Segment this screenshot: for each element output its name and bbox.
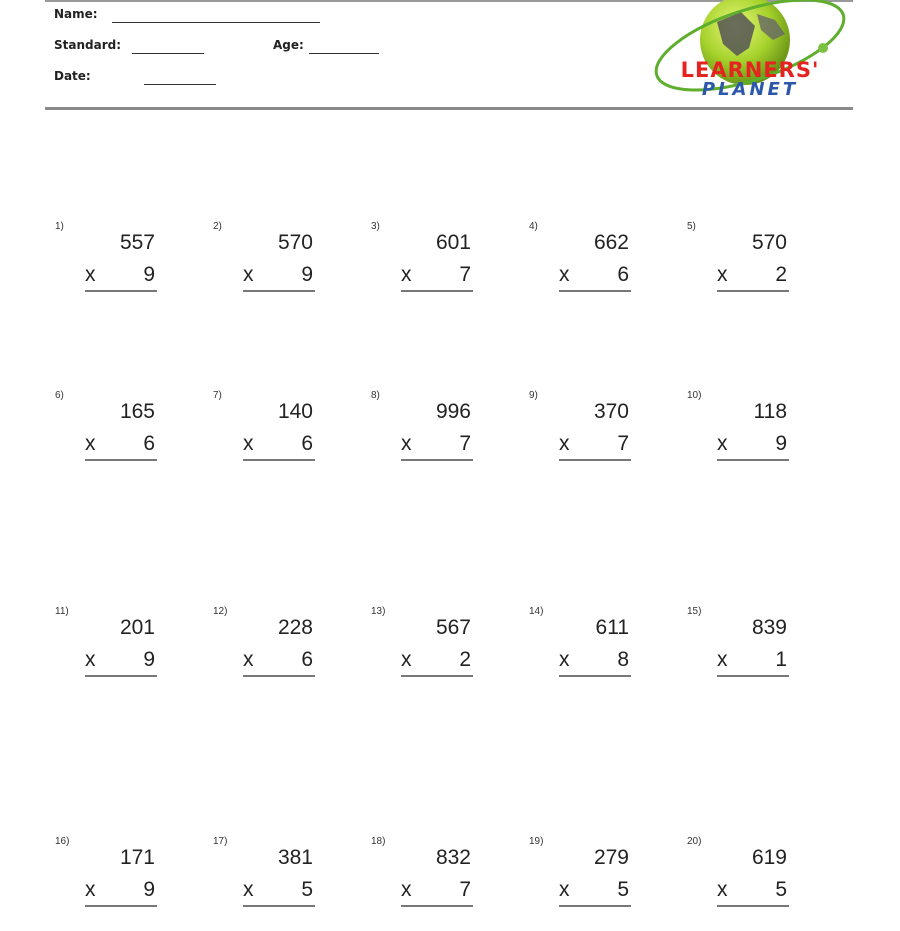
problem-number: 16) bbox=[55, 836, 70, 847]
multiplicand: 557 bbox=[119, 231, 155, 254]
multiplier: 1 bbox=[775, 648, 787, 671]
multiplicand: 601 bbox=[435, 231, 471, 254]
multiply-sign: x bbox=[85, 263, 96, 286]
name-field[interactable] bbox=[54, 7, 324, 27]
answer-line[interactable] bbox=[717, 675, 789, 677]
problem-number: 3) bbox=[371, 221, 380, 232]
problem-cell bbox=[213, 221, 343, 316]
multiply-sign: x bbox=[559, 432, 570, 455]
problem-cell bbox=[55, 221, 185, 316]
answer-line[interactable] bbox=[401, 459, 473, 461]
multiplier: 6 bbox=[143, 432, 155, 455]
multiplier: 5 bbox=[617, 878, 629, 901]
problem-number: 15) bbox=[687, 606, 702, 617]
multiply-sign: x bbox=[559, 878, 570, 901]
age-field[interactable] bbox=[273, 38, 393, 58]
age-label: Age: bbox=[273, 38, 304, 52]
problem-number: 2) bbox=[213, 221, 222, 232]
answer-line[interactable] bbox=[717, 905, 789, 907]
problem-cell bbox=[529, 221, 659, 316]
multiply-sign: x bbox=[401, 432, 412, 455]
multiplier: 2 bbox=[775, 263, 787, 286]
date-label: Date: bbox=[54, 69, 91, 83]
multiplier: 7 bbox=[617, 432, 629, 455]
multiply-sign: x bbox=[401, 878, 412, 901]
problem-cell bbox=[687, 606, 817, 701]
multiplier: 5 bbox=[301, 878, 313, 901]
logo-text-learners: LEARNERS' bbox=[680, 58, 820, 82]
answer-line[interactable] bbox=[559, 290, 631, 292]
problem-cell bbox=[213, 606, 343, 701]
multiplier: 6 bbox=[301, 432, 313, 455]
standard-field[interactable] bbox=[54, 38, 214, 58]
multiplicand: 118 bbox=[753, 400, 787, 423]
multiplicand: 228 bbox=[277, 616, 313, 639]
name-underline bbox=[112, 22, 320, 23]
multiplicand: 611 bbox=[595, 616, 629, 639]
multiplicand: 381 bbox=[277, 846, 313, 869]
problem-number: 6) bbox=[55, 390, 64, 401]
problem-number: 20) bbox=[687, 836, 702, 847]
multiplier: 9 bbox=[143, 263, 155, 286]
multiplicand: 996 bbox=[435, 400, 471, 423]
problem-number: 12) bbox=[213, 606, 228, 617]
standard-underline bbox=[132, 53, 204, 54]
multiply-sign: x bbox=[243, 263, 254, 286]
multiply-sign: x bbox=[717, 648, 728, 671]
multiply-sign: x bbox=[717, 263, 728, 286]
problem-number: 19) bbox=[529, 836, 544, 847]
multiplier: 7 bbox=[459, 432, 471, 455]
answer-line[interactable] bbox=[85, 905, 157, 907]
multiply-sign: x bbox=[85, 432, 96, 455]
multiplier: 9 bbox=[301, 263, 313, 286]
multiply-sign: x bbox=[559, 648, 570, 671]
answer-line[interactable] bbox=[243, 290, 315, 292]
answer-line[interactable] bbox=[85, 459, 157, 461]
multiplicand: 570 bbox=[751, 231, 787, 254]
date-underline bbox=[144, 84, 216, 85]
multiplier: 6 bbox=[301, 648, 313, 671]
multiplicand: 201 bbox=[119, 616, 155, 639]
problem-number: 14) bbox=[529, 606, 544, 617]
multiplier: 5 bbox=[775, 878, 787, 901]
problem-cell bbox=[687, 390, 817, 485]
multiplicand: 619 bbox=[751, 846, 787, 869]
multiply-sign: x bbox=[243, 878, 254, 901]
answer-line[interactable] bbox=[243, 905, 315, 907]
multiply-sign: x bbox=[243, 432, 254, 455]
problem-number: 8) bbox=[371, 390, 380, 401]
problem-cell bbox=[529, 390, 659, 485]
date-field[interactable] bbox=[54, 69, 224, 89]
answer-line[interactable] bbox=[559, 905, 631, 907]
multiply-sign: x bbox=[717, 432, 728, 455]
answer-line[interactable] bbox=[243, 675, 315, 677]
name-label: Name: bbox=[54, 7, 98, 21]
multiplier: 9 bbox=[143, 648, 155, 671]
problem-cell bbox=[55, 390, 185, 485]
answer-line[interactable] bbox=[85, 675, 157, 677]
problem-number: 1) bbox=[55, 221, 64, 232]
multiplier: 8 bbox=[617, 648, 629, 671]
problem-number: 18) bbox=[371, 836, 386, 847]
multiply-sign: x bbox=[401, 648, 412, 671]
header-divider bbox=[45, 107, 853, 110]
multiplier: 6 bbox=[617, 263, 629, 286]
multiply-sign: x bbox=[85, 878, 96, 901]
multiplier: 7 bbox=[459, 878, 471, 901]
problem-cell bbox=[371, 390, 501, 485]
problem-cell bbox=[687, 221, 817, 316]
answer-line[interactable] bbox=[559, 459, 631, 461]
problem-cell bbox=[371, 606, 501, 701]
multiplicand: 839 bbox=[751, 616, 787, 639]
answer-line[interactable] bbox=[401, 905, 473, 907]
multiplicand: 370 bbox=[593, 400, 629, 423]
problem-number: 7) bbox=[213, 390, 222, 401]
problem-number: 17) bbox=[213, 836, 228, 847]
answer-line[interactable] bbox=[401, 290, 473, 292]
answer-line[interactable] bbox=[717, 290, 789, 292]
multiplicand: 171 bbox=[119, 846, 155, 869]
multiply-sign: x bbox=[717, 878, 728, 901]
multiplier: 2 bbox=[459, 648, 471, 671]
problem-number: 10) bbox=[687, 390, 702, 401]
multiplicand: 165 bbox=[119, 400, 155, 423]
multiplicand: 567 bbox=[435, 616, 471, 639]
answer-line[interactable] bbox=[401, 675, 473, 677]
multiply-sign: x bbox=[243, 648, 254, 671]
answer-line[interactable] bbox=[85, 290, 157, 292]
multiplier: 9 bbox=[775, 432, 787, 455]
problem-number: 9) bbox=[529, 390, 538, 401]
multiplier: 9 bbox=[143, 878, 155, 901]
problem-cell bbox=[529, 836, 659, 931]
problem-cell bbox=[213, 836, 343, 931]
multiply-sign: x bbox=[559, 263, 570, 286]
multiplicand: 662 bbox=[593, 231, 629, 254]
problem-cell bbox=[55, 606, 185, 701]
multiply-sign: x bbox=[401, 263, 412, 286]
multiplier: 7 bbox=[459, 263, 471, 286]
problem-cell bbox=[687, 836, 817, 931]
multiplicand: 279 bbox=[593, 846, 629, 869]
multiplicand: 570 bbox=[277, 231, 313, 254]
answer-line[interactable] bbox=[559, 675, 631, 677]
standard-label: Standard: bbox=[54, 38, 122, 52]
answer-line[interactable] bbox=[243, 459, 315, 461]
problem-cell bbox=[371, 836, 501, 931]
multiplicand: 832 bbox=[435, 846, 471, 869]
problem-cell bbox=[529, 606, 659, 701]
problem-cell bbox=[213, 390, 343, 485]
multiply-sign: x bbox=[85, 648, 96, 671]
problem-number: 5) bbox=[687, 221, 696, 232]
answer-line[interactable] bbox=[717, 459, 789, 461]
problem-number: 13) bbox=[371, 606, 386, 617]
age-underline bbox=[309, 53, 379, 54]
multiplicand: 140 bbox=[277, 400, 313, 423]
problem-cell bbox=[55, 836, 185, 931]
problem-number: 4) bbox=[529, 221, 538, 232]
problem-number: 11) bbox=[55, 606, 69, 617]
problem-cell bbox=[371, 221, 501, 316]
logo-text-planet: PLANET bbox=[701, 79, 799, 100]
